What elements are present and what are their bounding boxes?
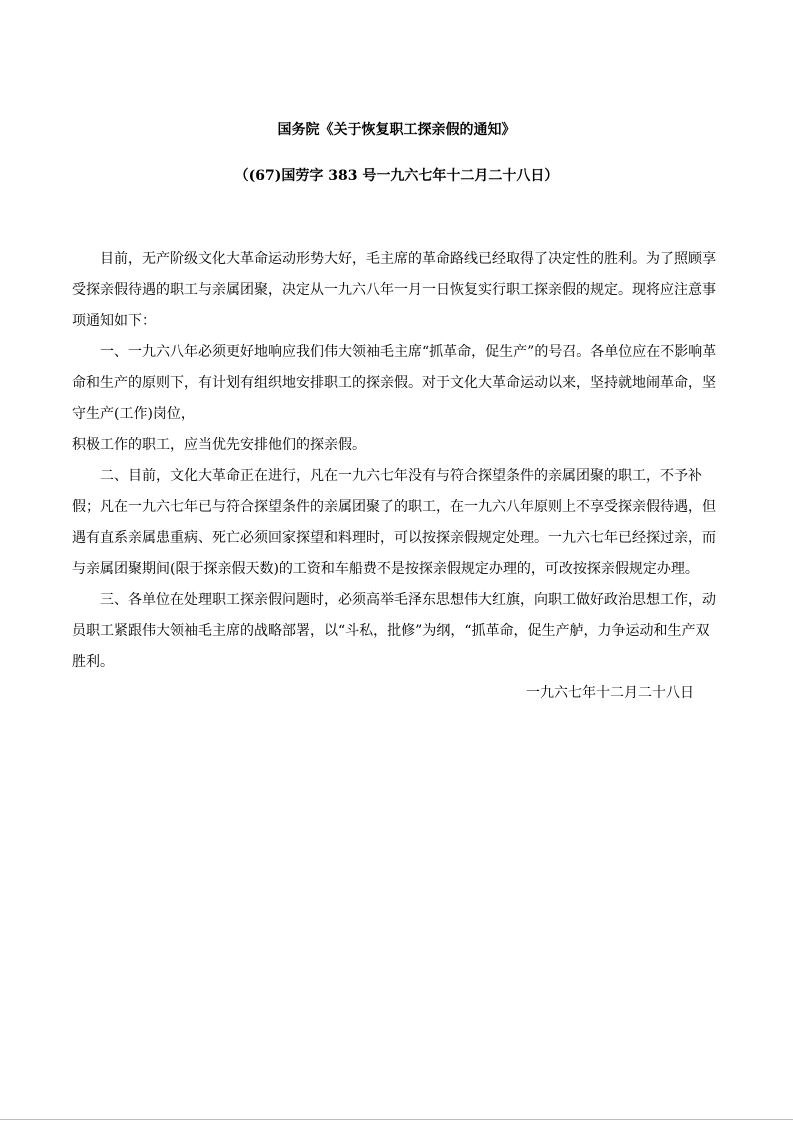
page-bottom-rule: [0, 1119, 793, 1120]
paragraph-item-1: 一、一九六八年必须更好地响应我们伟大领袖毛主席“抓革命，促生产”的号召。各单位应在不影响革命和生产的原则下，有计划有组织地安排职工的探亲假。对于文化大革命运动以来，坚持就地闹革命，坚守生产(工作)岗位，: [72, 344, 717, 422]
document-title: 国务院《关于恢复职工探亲假的通知》: [277, 122, 516, 138]
paragraph-intro: 目前，无产阶级文化大革命运动形势大好，毛主席的革命路线已经取得了决定性的胜利。为了照顾享受探亲假待遇的职工与亲属团聚，决定从一九六八年一月一日恢复实行职工探亲假的规定。现将应注意事项通知如下：: [72, 251, 716, 329]
document-subtitle: （(67)国劳字 383 号一九六七年十二月二十八日）: [234, 168, 559, 184]
paragraph-item-3: 三、各单位在处理职工探亲假问题时，必须高举毛泽东思想伟大红旗，向职工做好政治思想工作，动员职工紧跟伟大领袖毛主席的战略部署，以“斗私，批修”为纲，“抓革命，促生产舻，力争运动和生产双胜利。: [72, 592, 716, 670]
paragraph-item-2: 二、目前，文化大革命正在进行，凡在一九六七年没有与符合探望条件的亲属团聚的职工，不予补假；凡在一九六七年已与符合探望条件的亲属团聚了的职工，在一九六八年原则上不享受探亲假待遇，但遇有直系亲属患重病、死亡必须回家探望和料理时，可以按探亲假规定处理。一九六七年已经探过亲，而与亲属团聚期间(限于探亲假天数)的工资和车船费不是按探亲假规定办理的，可改按探亲假规定办理。: [72, 468, 716, 577]
document-body: [72, 244, 722, 709]
document-date: 一九六七年十二月二十八日: [526, 685, 694, 701]
paragraph-item-1-continued: 积极工作的职工，应当优先安排他们的探亲假。: [72, 437, 366, 453]
